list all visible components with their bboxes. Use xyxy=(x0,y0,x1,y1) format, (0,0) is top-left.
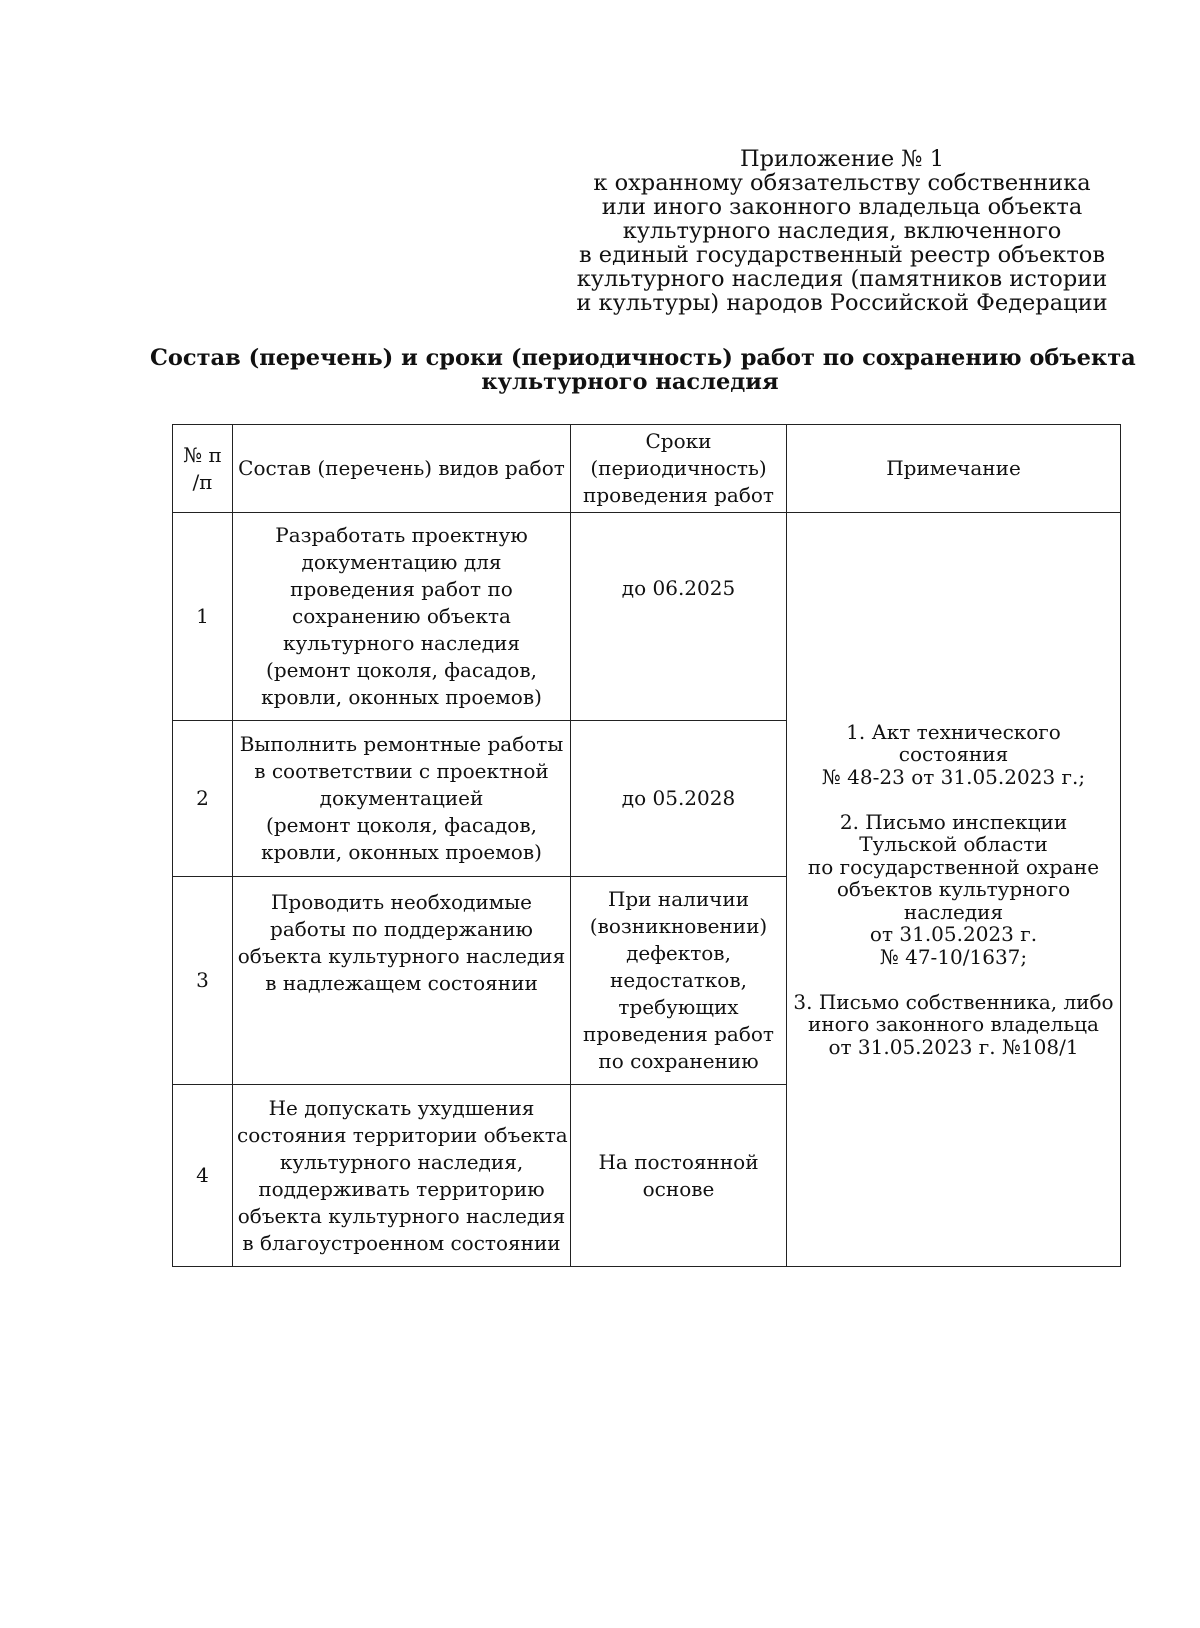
row-term: до 05.2028 xyxy=(571,721,787,877)
appendix-line: к охранному обязательству собственника xyxy=(593,170,1091,196)
row-term: При наличии (возникновении) дефектов, недостатков, требующих проведения работ по сохранению xyxy=(571,877,787,1085)
row-number: 1 xyxy=(173,513,233,721)
title-line: культурного наследия xyxy=(481,369,779,395)
row-work: Разработать проектную документацию для проведения работ по сохранению объекта культурного наследия (ремонт цоколя, фасадов, кровли, оконных проемов) xyxy=(233,513,571,721)
row-term: до 06.2025 xyxy=(571,513,787,721)
works-table xyxy=(172,424,1121,1267)
title-line: Состав (перечень) и сроки (периодичность) работ по сохранению объекта xyxy=(150,345,1136,371)
appendix-line: Приложение № 1 xyxy=(739,146,945,172)
appendix-line: или иного законного владельца объекта xyxy=(601,194,1083,220)
row-number: 4 xyxy=(173,1085,233,1267)
note-cell: 1. Акт технического состояния № 48-23 от 31.05.2023 г.; 2. Письмо инспекции Тульской области по государственной охране объектов культурного наследия от 31.05.2023 г. № 47-10/1637; 3. Письмо собственника, либо иного законного владельца от 31.05.2023 г. №108/1 xyxy=(787,513,1121,1267)
row-work: Не допускать ухудшения состояния территории объекта культурного наследия, поддерживать территорию объекта культурного наследия в благоустроенном состоянии xyxy=(233,1085,571,1267)
row-term: На постоянной основе xyxy=(571,1085,787,1267)
appendix-line: и культуры) народов Российской Федерации xyxy=(576,290,1108,316)
row-number: 2 xyxy=(173,721,233,877)
header-work-list: Состав (перечень) видов работ xyxy=(233,425,571,513)
header-terms: Сроки (периодичность) проведения работ xyxy=(571,425,787,513)
document-title xyxy=(150,345,1136,395)
appendix-line: в единый государственный реестр объектов xyxy=(578,242,1106,268)
row-work: Выполнить ремонтные работы в соответствии с проектной документацией (ремонт цоколя, фасадов, кровли, оконных проемов) xyxy=(233,721,571,877)
header-note: Примечание xyxy=(787,425,1121,513)
table-row xyxy=(173,513,1121,721)
appendix-line: культурного наследия, включенного xyxy=(622,218,1062,244)
table-header-row xyxy=(173,425,1121,513)
appendix-line: культурного наследия (памятников истории xyxy=(576,266,1108,292)
row-number: 3 xyxy=(173,877,233,1085)
appendix-header xyxy=(572,147,1112,315)
header-number: № п /п xyxy=(173,425,233,513)
row-work: Проводить необходимые работы по поддержанию объекта культурного наследия в надлежащем состоянии xyxy=(233,877,571,1085)
